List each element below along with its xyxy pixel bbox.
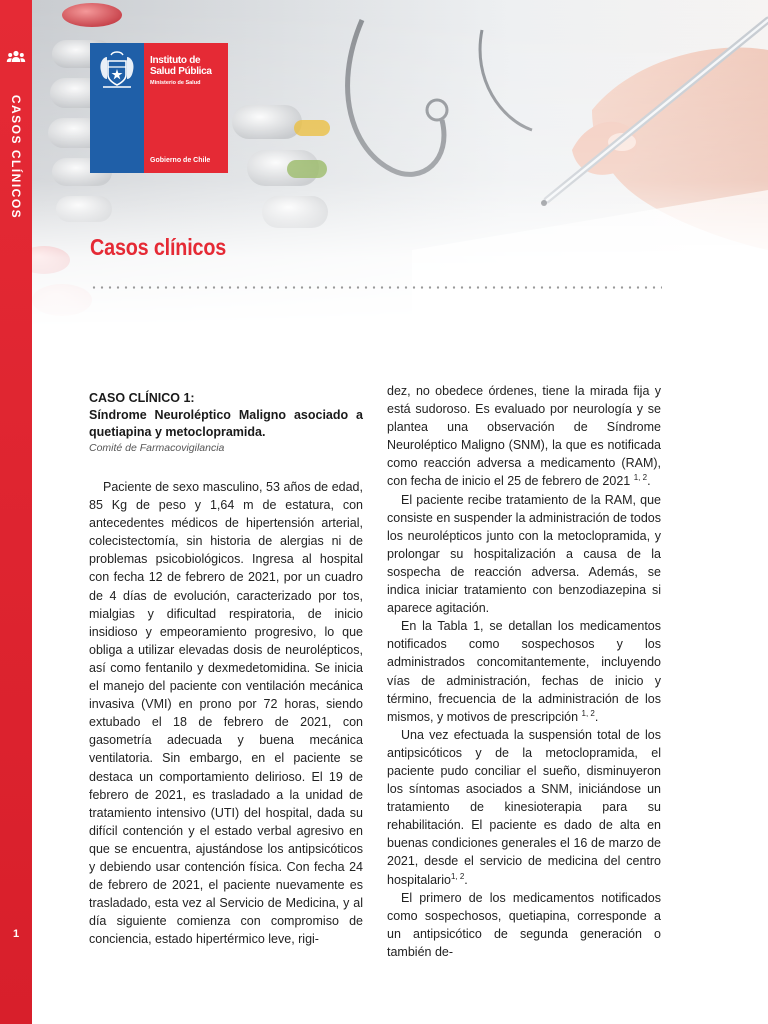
people-icon xyxy=(6,50,26,69)
case-label: CASO CLÍNICO 1: xyxy=(89,391,195,405)
paragraph: Paciente de sexo masculino, 53 años de edad, 85 Kg de peso y 1,64 m de estatura, con antecedentes médicos de hipertensión arterial, colecistectomía, sin historia de alergias ni de problemas psicobiológicos. Ingresa al hospital con fecha 12 de febrero de 2021, por un cuadro de 4 días de evolución, caracterizado por tos, mialgias y dificultad respiratoria, de inicio insidioso y empeoramiento progresivo, lo que obliga a utilizar elevadas dosis de neurolépticos, así como fentanilo y dexmedetomidina. Se inicia el manejo del paciente con ventilación mecánica invasiva (VMI) en prono por 72 horas, siendo extubado el 18 de febrero de 2021, con gasometría adecuada y buena mecánica ventilatoria. Sin embargo, en el paciente se destaca un comportamiento delirioso. El 19 de febrero de 2021, es trasladado a la unidad de tratamiento intensivo (UTI) del hospital, dada su difícil contención y el estado verbal agresivo en que se encuentra, ajustándose los antipsicóticos y debiendo usar contención física. Con fecha 24 de febrero de 2021, el paciente nuevamente es trasladado, esta vez al Servicio de Medicina, y al día siguiente comienza con compromiso de conciencia, estado hipertérmico leve, rigi- xyxy=(89,480,363,947)
org-name: Instituto de Salud Pública xyxy=(150,55,212,77)
paragraph: El paciente recibe tratamiento de la RAM, que consiste en suspender la administración de todos los neurolépticos junto con la metoclopramida, y prolongar su hospitalización a causa de la sospecha de reacción adversa. Además, se indica iniciar tratamiento con benzodiazepina si aparece agitación. xyxy=(387,492,661,616)
left-column xyxy=(89,390,363,948)
reference-superscript: 1, 2 xyxy=(633,473,648,483)
government-label: Gobierno de Chile xyxy=(150,157,211,164)
paragraph: En la Tabla 1, se detallan los medicamentos notificados como sospechosos y los administrados concomitantemente, incluyendo vías de administración, fechas de inicio y término, frecuencia de la administración de los mismos, y motivos de prescripción $^{1, 2}$. xyxy=(387,619,661,724)
reference-superscript: 1, 2 xyxy=(450,871,465,881)
page-title: Casos clínicos xyxy=(90,234,227,260)
paragraph: El primero de los medicamentos notificados como sospechosos, quetiapina, corresponde a un antipsicótico de segunda generación o también de- xyxy=(387,890,661,959)
paragraph: Una vez efectuada la suspensión total de los antipsicóticos y de la metoclopramida, el paciente pudo conciliar el sueño, disminuyeron los síntomas asociados a SNM, iniciándose un tratamiento de kinesioterapia para su rehabilitación. El paciente es dado de alta en buenas condiciones generales el 16 de marzo de 2021, desde el servicio de medicina del centro hospitalario$^{1, 2}$. xyxy=(387,727,661,887)
case-title: Síndrome Neuroléptico Maligno asociado a quetiapina y metoclopramida. xyxy=(89,408,363,439)
coat-of-arms-icon xyxy=(95,49,139,96)
dotted-divider xyxy=(90,286,662,289)
right-column xyxy=(387,382,661,961)
reference-superscript: 1, 2 xyxy=(581,708,595,718)
paragraph: dez, no obedece órdenes, tiene la mirada fija y está sudoroso. Es evaluado por neurología y se plantea una observación de Síndrome Neuroléptico Maligno (SNM), la que es notificada como reacción adversa a medicamento (RAM), con fecha de inicio el 25 de febrero de 2021 $^{1, 2}$. xyxy=(387,384,661,489)
case-author: Comité de Farmacovigilancia xyxy=(89,442,225,454)
org-ministry: Ministerio de Salud xyxy=(150,80,201,86)
section-label: CASOS CLÍNICOS xyxy=(9,94,23,220)
institution-logo xyxy=(90,43,228,173)
sidebar-band xyxy=(0,0,32,1024)
page-number: 1 xyxy=(12,928,20,940)
